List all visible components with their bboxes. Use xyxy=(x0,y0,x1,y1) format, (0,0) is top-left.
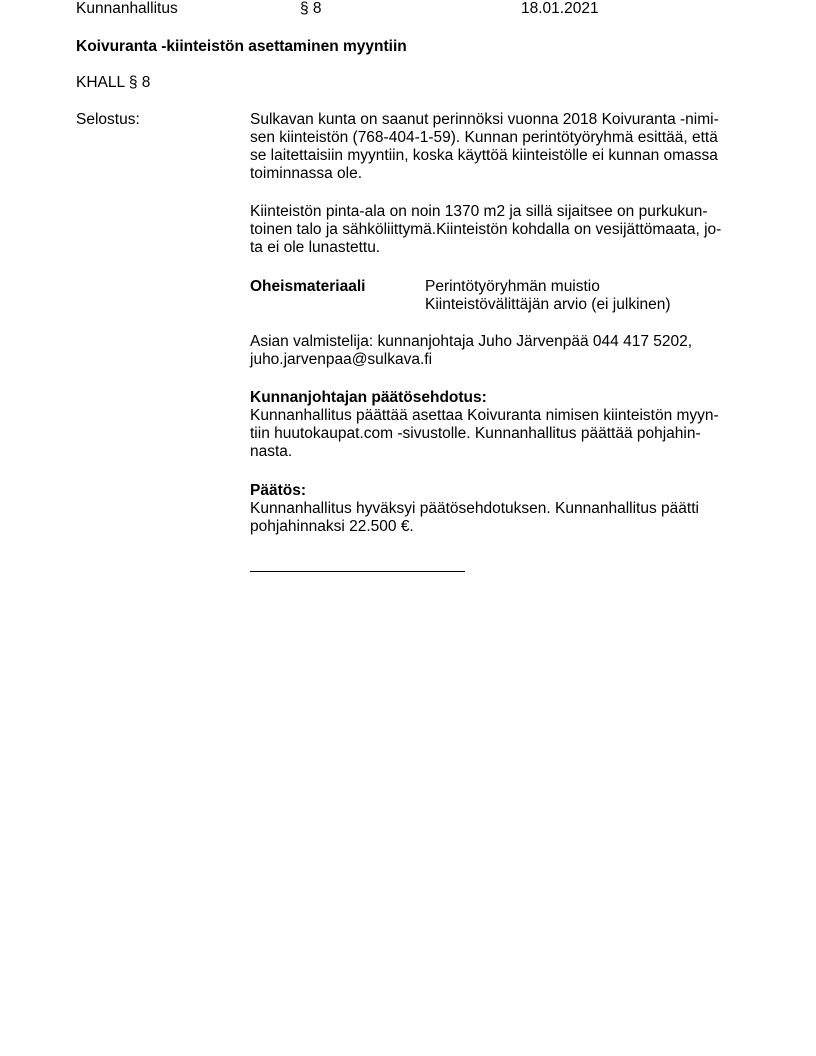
text-line: toinen talo ja sähköliittymä.Kiinteistön kohdalla on vesijättömaata, jo- xyxy=(250,221,722,238)
text-line: tiin huutokaupat.com -sivustolle. Kunnanhallitus päättää pohjahin- xyxy=(250,425,701,442)
section-reference: KHALL § 8 xyxy=(76,74,151,91)
text-line: Asian valmistelija: kunnanjohtaja Juho Järvenpää 044 417 5202, xyxy=(250,333,693,350)
text-line: Kunnanhallitus hyväksyi päätösehdotuksen. Kunnanhallitus päätti xyxy=(250,500,699,517)
header-body-name: Kunnanhallitus xyxy=(76,0,178,17)
preparer-info xyxy=(250,333,692,369)
text-line: ta ei ole lunastettu. xyxy=(250,239,381,256)
document-title: Koivuranta -kiinteistön asettaminen myyntiin xyxy=(76,38,407,55)
text-line: toiminnassa ole. xyxy=(250,165,363,182)
text-line: nasta. xyxy=(250,443,293,460)
end-divider xyxy=(250,571,465,572)
text-line: Sulkavan kunta on saanut perinnöksi vuonna 2018 Koivuranta -nimi- xyxy=(250,111,719,128)
text-line: sen kiinteistön (768-404-1-59). Kunnan perintötyöryhmä esittää, että xyxy=(250,129,718,146)
attachment-item: Perintötyöryhmän muistio xyxy=(425,278,600,295)
header-date: 18.01.2021 xyxy=(521,0,599,17)
header-section-number: § 8 xyxy=(300,0,322,17)
text-line: Kunnanhallitus päättää asettaa Koivuranta nimisen kiinteistön myyn- xyxy=(250,407,719,424)
proposal-heading: Kunnanjohtajan päätösehdotus: xyxy=(250,389,487,406)
decision-heading: Päätös: xyxy=(250,482,306,499)
attachments-label: Oheismateriaali xyxy=(250,278,366,295)
proposal-section xyxy=(250,389,719,461)
text-line: juho.jarvenpaa@sulkava.fi xyxy=(250,351,433,368)
selostus-label: Selostus: xyxy=(76,111,140,128)
text-line: se laitettaisiin myyntiin, koska käyttöä kiinteistölle ei kunnan omassa xyxy=(250,147,718,164)
attachment-item: Kiinteistövälittäjän arvio (ei julkinen) xyxy=(425,296,671,313)
description-paragraph-2 xyxy=(250,203,721,257)
attachments-list xyxy=(425,278,671,314)
description-paragraph-1 xyxy=(250,111,719,183)
text-line: Kiinteistön pinta-ala on noin 1370 m2 ja sillä sijaitsee on purkukun- xyxy=(250,203,708,220)
decision-section xyxy=(250,482,699,536)
text-line: pohjahinnaksi 22.500 €. xyxy=(250,518,414,535)
